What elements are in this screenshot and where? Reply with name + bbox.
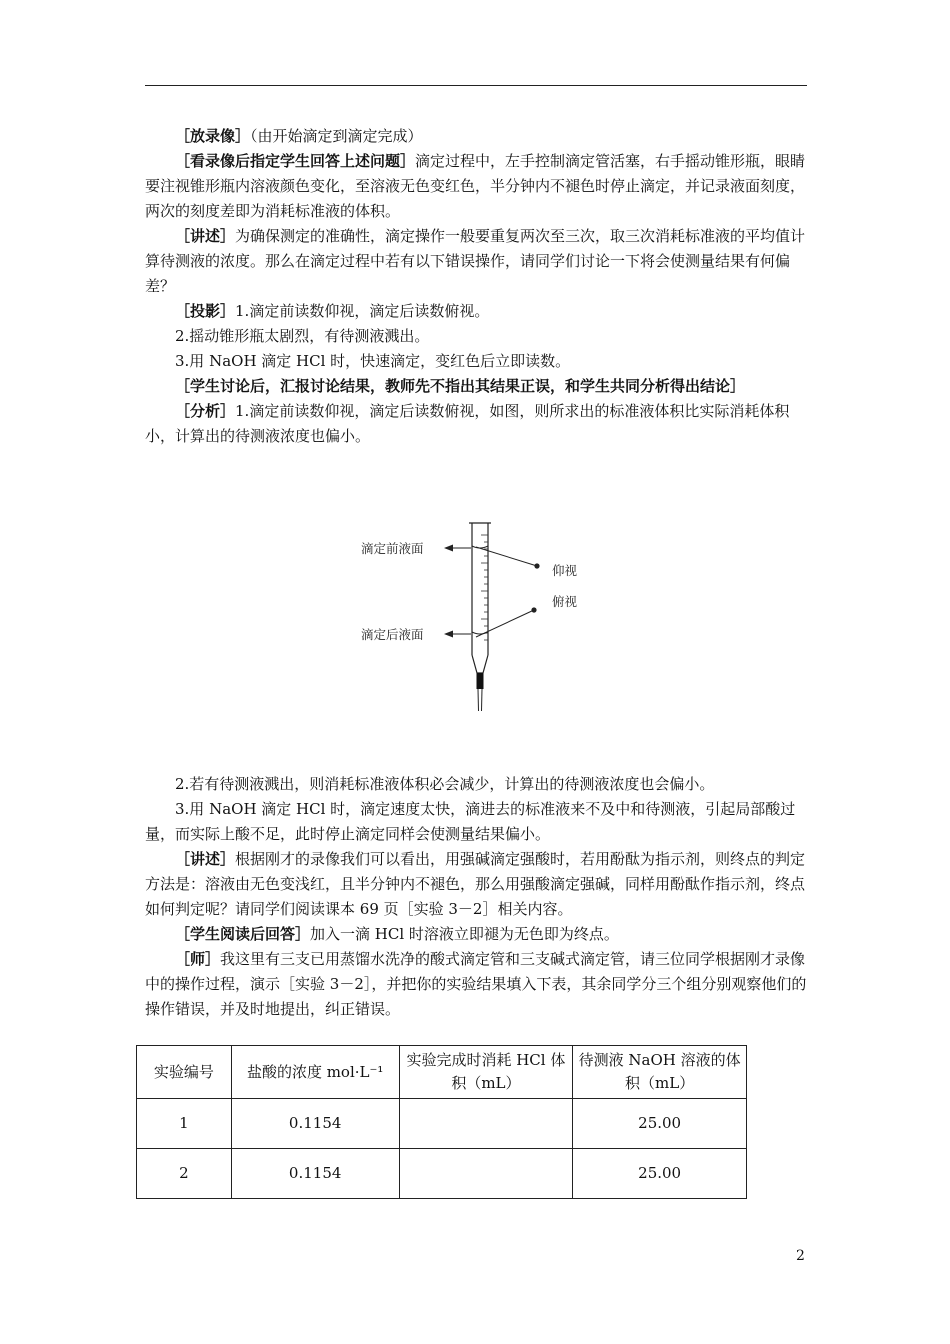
text-lecture-2: 根据刚才的录像我们可以看出，用强碱滴定强酸时，若用酚酞为指示剂，则终点的判定方法是：溶液由无色变浅红，且半分钟内不褪色，那么用强酸滴定强碱，同样用酚酞作指示剂，终点如何判定呢？请同学们阅读课本 69 页［实验 3－2］相关内容。 <box>145 850 806 918</box>
paragraph-lecture-1 <box>145 224 808 299</box>
label-before: 滴定前液面 <box>361 541 424 556</box>
tag-analysis: ［分析］ <box>175 402 236 420</box>
cell-hcl-volume <box>399 1099 573 1149</box>
tag-lecture-2: ［讲述］ <box>175 850 236 868</box>
header-rule <box>145 85 807 86</box>
meniscus-before <box>472 546 488 548</box>
paragraph-student-reading <box>145 922 808 947</box>
text-playback: （由开始滴定到滴定完成） <box>250 127 423 145</box>
header-hcl-concentration: 盐酸的浓度 mol·L⁻¹ <box>231 1046 399 1099</box>
eye-look-down <box>531 607 536 612</box>
burette-tip-right <box>482 689 483 711</box>
page-number: 2 <box>796 1248 805 1264</box>
paragraph-discussion <box>145 374 808 399</box>
burette-taper <box>472 655 488 673</box>
paragraph-playback <box>145 124 808 149</box>
text-student-reading: 加入一滴 HCl 时溶液立即褪为无色即为终点。 <box>310 925 619 943</box>
eye-look-up <box>534 563 539 568</box>
tag-projection: ［投影］ <box>175 302 236 320</box>
paragraph-student-answer <box>145 149 808 224</box>
tag-student-reading: ［学生阅读后回答］ <box>175 925 311 943</box>
text-lecture-1: 为确保测定的准确性，滴定操作一般要重复两次至三次，取三次消耗标准液的平均值计算待测液的浓度。那么在滴定过程中若有以下错误操作，请同学们讨论一下将会使测量结果有何偏差？ <box>145 227 806 295</box>
paragraph-analysis-3 <box>145 797 808 847</box>
paragraph-projection <box>145 299 808 324</box>
paragraph-teacher <box>145 947 808 1022</box>
cell-naoh-volume: 25.00 <box>573 1099 747 1149</box>
paragraph-lecture-2 <box>145 847 808 922</box>
cell-experiment-no: 2 <box>137 1149 232 1199</box>
header-naoh-volume: 待测液 NaOH 溶液的体积（mL） <box>573 1046 747 1099</box>
label-look-down: 俯视 <box>552 594 578 609</box>
text-analysis-2: 2.若有待测液溅出，则消耗标准液体积必会减少，计算出的待测液浓度也会偏小。 <box>175 775 715 793</box>
table-row <box>137 1149 747 1199</box>
text-item-2: 2.摇动锥形瓶太剧烈，有待测液溅出。 <box>175 327 430 345</box>
arrow-after-head <box>444 631 453 638</box>
text-analysis: 1.滴定前读数仰视，滴定后读数俯视，如图，则所求出的标准液体积比实际消耗体积小，计算出的待测液浓度也偏小。 <box>145 402 790 445</box>
burette-tip-left <box>478 689 479 711</box>
text-student-answer: 滴定过程中，左手控制滴定管活塞，右手摇动锥形瓶，眼睛要注视锥形瓶内溶液颜色变化，至溶液无色变红色，半分钟内不褪色时停止滴定，并记录液面刻度，两次的刻度差即为消耗标准液的体积。 <box>145 152 806 220</box>
table-header-row <box>137 1046 747 1099</box>
table-row <box>137 1099 747 1149</box>
tag-student-answer: ［看录像后指定学生回答上述问题］ <box>175 152 416 170</box>
tag-lecture-1: ［讲述］ <box>175 227 236 245</box>
sightline-look-down <box>476 610 534 637</box>
tag-discussion: ［学生讨论后，汇报讨论结果，教师先不指出其结果正误，和学生共同分析得出结论］ <box>175 377 746 395</box>
arrow-before-head <box>444 545 453 552</box>
cell-hcl-concentration: 0.1154 <box>231 1149 399 1199</box>
cell-hcl-volume <box>399 1149 573 1199</box>
cell-hcl-concentration: 0.1154 <box>231 1099 399 1149</box>
tag-teacher: ［师］ <box>175 950 221 968</box>
cell-naoh-volume: 25.00 <box>573 1149 747 1199</box>
header-hcl-volume: 实验完成时消耗 HCl 体积（mL） <box>399 1046 573 1099</box>
text-item-3: 3.用 NaOH 滴定 HCl 时，快速滴定，变红色后立即读数。 <box>175 352 571 370</box>
text-analysis-3: 3.用 NaOH 滴定 HCl 时，滴定速度太快，滴进去的标准液来不及中和待测液，引起局部酸过量，而实际上酸不足，此时停止滴定同样会使测量结果偏小。 <box>145 800 796 843</box>
label-look-up: 仰视 <box>552 563 578 578</box>
burette-stopcock <box>477 673 484 689</box>
results-table <box>136 1045 747 1199</box>
paragraph-item-2 <box>145 324 808 349</box>
cell-experiment-no: 1 <box>137 1099 232 1149</box>
text-projection: 1.滴定前读数仰视，滴定后读数俯视。 <box>235 302 490 320</box>
paragraph-analysis-2 <box>145 772 808 797</box>
paragraph-item-3 <box>145 349 808 374</box>
label-after: 滴定后液面 <box>361 627 424 642</box>
header-experiment-no: 实验编号 <box>137 1046 232 1099</box>
burette-diagram <box>340 515 600 720</box>
text-teacher: 我这里有三支已用蒸馏水洗净的酸式滴定管和三支碱式滴定管，请三位同学根据刚才录像中的操作过程，演示［实验 3－2］，并把你的实验结果填入下表，其余同学分三个组分别观察他们的操作错误，并及时地提出，纠正错误。 <box>145 950 807 1018</box>
tag-playback: ［放录像］ <box>175 127 251 145</box>
paragraph-analysis <box>145 399 808 449</box>
